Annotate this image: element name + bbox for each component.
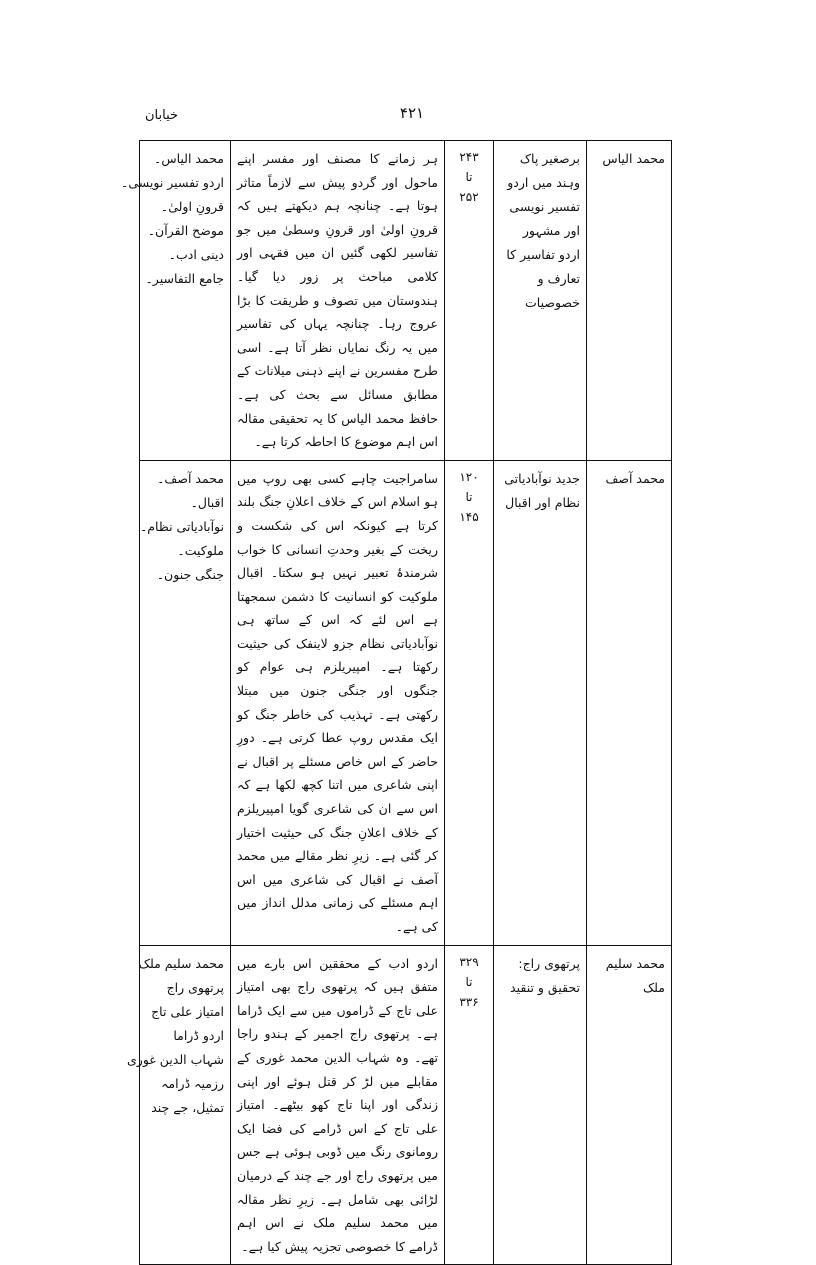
keywords-cell xyxy=(140,460,231,945)
keyword: محمد سلیم ملک xyxy=(138,955,224,971)
keywords-cell xyxy=(127,945,231,1265)
summary-cell xyxy=(231,945,445,1265)
page-to: ۱۴۵ xyxy=(459,509,479,524)
keyword: قرونِ اولیٰ۔ xyxy=(160,199,224,214)
page-to: ۲۵۲ xyxy=(459,190,479,204)
keyword: محمد الیاس۔ xyxy=(154,151,224,166)
pages-cell xyxy=(445,460,494,945)
pages-cell xyxy=(445,141,494,461)
keyword: جنگی جنون۔ xyxy=(156,566,224,582)
page-to-word: تا xyxy=(465,974,473,989)
keyword: موضح القرآن۔ xyxy=(147,223,224,238)
keyword: اردو تفسیر نویسی۔ xyxy=(121,175,224,190)
author-cell xyxy=(587,460,672,945)
keyword: شہاب الدین غوری xyxy=(127,1051,224,1067)
author-cell xyxy=(587,945,672,1265)
page-to: ۳۳۶ xyxy=(459,994,479,1009)
keywords-cell xyxy=(121,141,231,461)
journal-name: خیابان xyxy=(145,108,179,123)
summary-cell xyxy=(231,460,445,945)
article-title: پرتھوی راج: تحقیق و تنقید xyxy=(510,955,580,995)
keyword: ملوکیت۔ xyxy=(177,542,224,558)
page-from: ۱۲۰ xyxy=(459,469,479,484)
article-index-table xyxy=(121,140,672,1265)
keyword: امتیاز علی تاج xyxy=(151,1003,224,1019)
keyword: دینی ادب۔ xyxy=(168,247,224,262)
keyword: رزمیہ ڈرامہ xyxy=(161,1075,224,1091)
page-number: ۴۲۱ xyxy=(399,104,425,122)
title-cell xyxy=(494,460,587,945)
page-to-word: تا xyxy=(465,489,473,504)
pages-cell xyxy=(445,945,494,1265)
page-from: ۲۴۳ xyxy=(459,150,479,164)
page-to-word: تا xyxy=(465,170,473,184)
keyword: پرتھوی راج xyxy=(166,979,224,995)
author-name: محمد سلیم ملک xyxy=(605,955,665,995)
article-title: جدید نوآبادیاتی نظام اور اقبال xyxy=(504,470,580,510)
table-row xyxy=(140,141,672,461)
title-cell xyxy=(494,945,587,1265)
title-cell xyxy=(494,141,587,461)
author-name: محمد الیاس xyxy=(602,151,665,166)
author-name: محمد آصف xyxy=(605,470,665,486)
keyword: نوآبادیاتی نظام۔ xyxy=(139,518,224,534)
article-summary: سامراجیت چاہے کسی بھی روپ میں ہو اسلام اس کے خلاف اعلانِ جنگ بلند کرتا ہے کیونکہ اس کی شکست و ریخت کے بغیر وحدتِ انسانی کا خواب شرمندۂ تعبیر نہیں ہو سکتا۔ اقبال ملوکیت کو انسانیت کا دشمن سمجھتا ہے اس لئے کہ اس کے ساتھ ہی نوآبادیاتی نظام جزو لاینفک کی حیثیت رکھتا ہے۔ امپیریلزم ہی عوام کو جنگوں اور جنگی جنون میں مبتلا رکھتی ہے۔ تہذیب کی خاطر جنگ کو ایک مقدس روپ عطا کرتی ہے۔ دورِ حاضر کے اس خاص مسئلے پر اقبال نے اپنی شاعری میں اتنا کچھ لکھا ہے کہ اس سے ان کی شاعری گویا امپیریلزم کے خلاف اعلانِ جنگ کی حیثیت اختیار کر گئی ہے۔ زیرِ نظر مقالے میں محمد آصف نے اقبال کی شاعری میں اس اہم مسئلے کی زمانی مدلل انداز میں کی ہے۔ xyxy=(237,470,438,934)
summary-cell xyxy=(231,141,445,461)
table-row xyxy=(140,945,672,1265)
keyword: اردو ڈراما xyxy=(173,1027,224,1043)
keyword: محمد آصف۔ xyxy=(157,470,224,486)
article-title: برصغیر پاک وہند میں اردو تفسیر نویسی اور مشہور اردو تفاسیر کا تعارف و خصوصیات xyxy=(506,151,580,310)
author-cell xyxy=(587,141,672,461)
table-row xyxy=(140,460,672,945)
article-summary: اردو ادب کے محققین اس بارے میں متفق ہیں کہ پرتھوی راج بھی امتیاز علی تاج کے ڈراموں میں سے ایک ڈراما ہے۔ پرتھوی راج اجمیر کے ہندو راجا تھے۔ وہ شہاب الدین محمد غوری کے مقابلے میں لڑ کر قتل ہوئے اور اپنی زندگی اور اپنا تاج کھو بیٹھے۔ امتیاز علی تاج کے اس ڈرامے کی فضا ایک رومانوی رنگ میں ڈوبی ہوئی ہے جس میں پرتھوی راج اور جے چند کے درمیان لڑائی بھی شامل ہے۔ زیرِ نظر مقالہ میں محمد سلیم ملک نے اس اہم ڈرامے کا خصوصی تجزیہ پیش کیا ہے۔ xyxy=(237,955,438,1254)
keyword: تمثیل، جے چند xyxy=(151,1099,224,1115)
keyword: جامع التفاسیر۔ xyxy=(145,271,224,286)
page-from: ۳۲۹ xyxy=(459,954,479,969)
article-summary: ہر زمانے کا مصنف اور مفسر اپنے ماحول اور گردو پیش سے لازماً متاثر ہوتا ہے۔ چنانچہ ہم دیکھتے ہیں کہ قرونِ اولیٰ اور قرونِ وسطیٰ میں جو تفاسیر لکھی گئیں ان میں فقہی اور کلامی مباحث پر زور دیا گیا۔ ہندوستان میں تصوف و طریقت کا بڑا عروج رہا۔ چنانچہ یہاں کی تفاسیر میں یہ رنگ نمایاں نظر آتا ہے۔ اسی طرح مفسرین نے اپنے ذہنی میلانات کے مطابق مسائل سے بحث کی ہے۔ حافظ محمد الیاس کا یہ تحقیقی مقالہ اس اہم موضوع کا احاطہ کرتا ہے۔ xyxy=(237,151,438,450)
keyword: اقبال۔ xyxy=(190,494,224,510)
